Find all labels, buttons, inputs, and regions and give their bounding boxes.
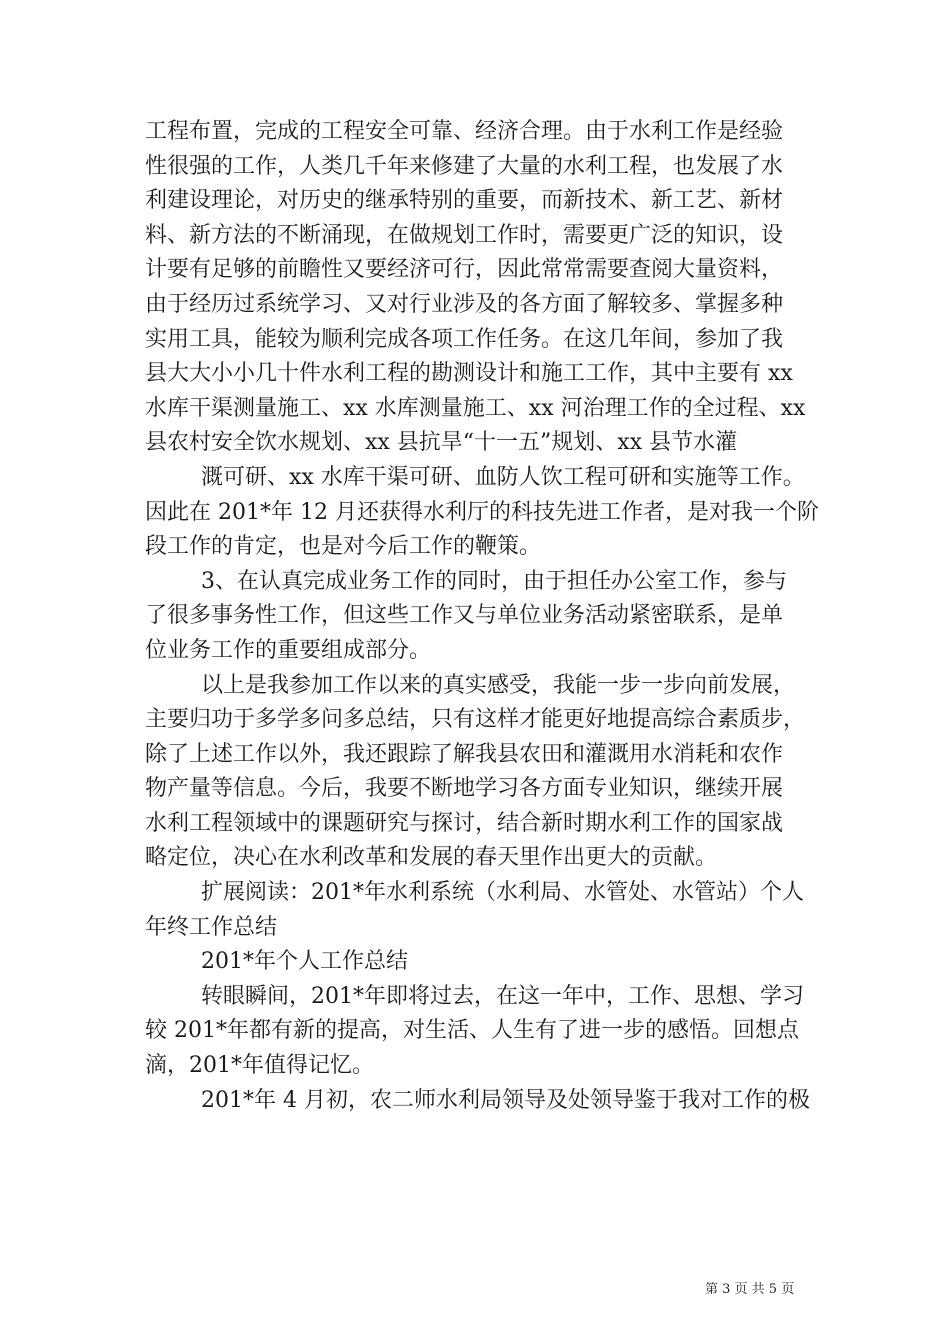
- text-line: 利建设理论，对历史的继承特别的重要，而新技术、新工艺、新材: [145, 188, 784, 214]
- text-line: 除了上述工作以外，我还跟踪了解我县农田和灌溉用水消耗和农作: [145, 741, 784, 767]
- subsection-heading: 201*年个人工作总结: [201, 949, 408, 975]
- text-line: 位业务工作的重要组成部分。: [145, 637, 432, 663]
- text-line: 因此在 201*年 12 月还获得水利厅的科技先进工作者，是对我一个阶: [145, 499, 819, 525]
- text-line: 水利工程领域中的课题研究与探讨，结合新时期水利工作的国家战: [145, 810, 784, 836]
- text-line: 计要有足够的前瞻性又要经济可行，因此常常需要查阅大量资料，: [145, 257, 784, 283]
- document-body: [145, 115, 825, 1118]
- text-line: 以上是我参加工作以来的真实感受，我能一步一步向前发展，: [201, 672, 796, 698]
- text-line: 段工作的肯定，也是对今后工作的鞭策。: [145, 534, 542, 560]
- text-line: 转眼瞬间，201*年即将过去，在这一年中，工作、思想、学习: [201, 983, 804, 1009]
- text-line: 县农村安全饮水规划、xx 县抗旱“十一五”规划、xx 县节水灌: [145, 430, 738, 456]
- text-line: 料、新方法的不断涌现，在做规划工作时，需要更广泛的知识，设: [145, 222, 784, 248]
- page-number: 第 3 页 共 5 页: [705, 1282, 795, 1297]
- text-line: 实用工具，能较为顺利完成各项工作任务。在这几年间，参加了我: [145, 326, 784, 352]
- text-line: 主要归功于多学多问多总结，只有这样才能更好地提高综合素质步，: [145, 707, 806, 733]
- text-line: 201*年 4 月初，农二师水利局领导及处领导鉴于我对工作的极: [201, 1087, 810, 1113]
- text-line: 略定位，决心在水利改革和发展的春天里作出更大的贡献。: [145, 845, 718, 871]
- text-line: 3、在认真完成业务工作的同时，由于担任办公室工作，参与: [201, 568, 787, 594]
- section-heading: 扩展阅读：201*年水利系统（水利局、水管处、水管站）个人: [201, 880, 804, 906]
- text-line: 水库干渠测量施工、xx 水库测量施工、xx 河治理工作的全过程、xx: [145, 395, 806, 421]
- text-line: 物产量等信息。今后，我要不断地学习各方面专业知识，继续开展: [145, 776, 784, 802]
- text-line: 县大大小小几十件水利工程的勘测设计和施工工作，其中主要有 xx: [145, 361, 793, 387]
- section-heading: 年终工作总结: [145, 914, 278, 940]
- text-line: 较 201*年都有新的提高，对生活、人生有了进一步的感悟。回想点: [145, 1018, 799, 1044]
- text-line: 由于经历过系统学习、又对行业涉及的各方面了解较多、掌握多种: [145, 291, 784, 317]
- text-line: 工程布置，完成的工程安全可靠、经济合理。由于水利工作是经验: [145, 119, 784, 144]
- text-line: 滴，201*年值得记忆。: [145, 1053, 374, 1079]
- text-line: 性很强的工作，人类几千年来修建了大量的水利工程，也发展了水: [145, 153, 784, 179]
- text-line: 了很多事务性工作，但这些工作又与单位业务活动紧密联系，是单: [145, 603, 784, 629]
- text-line: 溉可研、xx 水库干渠可研、血防人饮工程可研和实施等工作。: [201, 464, 805, 490]
